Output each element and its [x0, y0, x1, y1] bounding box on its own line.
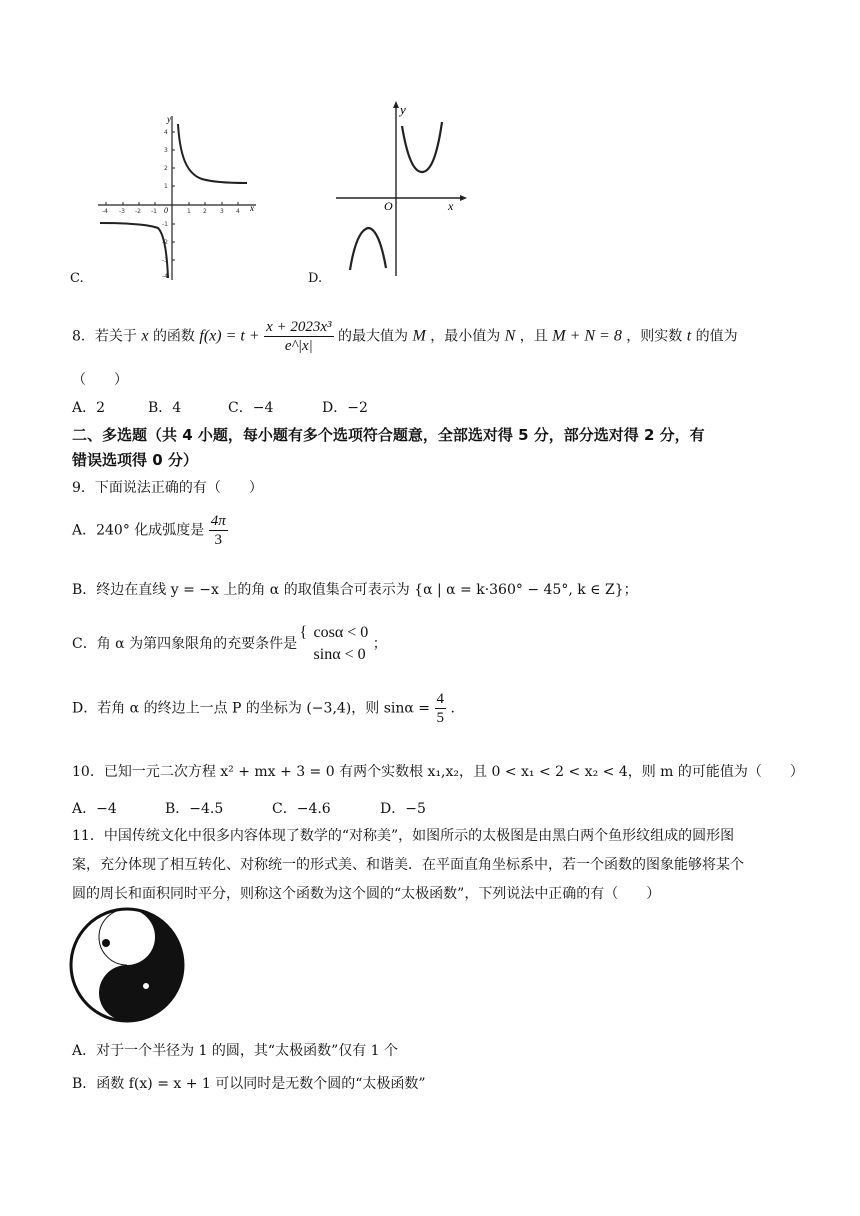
q8-var-m: M — [412, 327, 426, 345]
q9-d-num: 4 — [436, 691, 444, 707]
q9-option-a — [72, 512, 228, 549]
q9-c-end: ； — [372, 636, 387, 652]
graph-c-y-tick: -1 — [162, 221, 168, 228]
graph-c-x-label: x — [250, 203, 254, 213]
q9-d-den: 5 — [436, 710, 444, 726]
q8-text: 的值为 — [695, 328, 738, 345]
option-c-label: C. — [70, 271, 84, 286]
q8-var-x: x — [141, 327, 149, 345]
q11-stem-line3: 圆的周长和面积同时平分，则称这个函数为这个圆的“太极函数”，下列说法中正确的有（ ） — [72, 886, 661, 902]
q10-option-d: D．−5 — [380, 801, 426, 817]
section-heading-cont: 错误选项得 0 分） — [72, 451, 198, 469]
q8-option-d: D．−2 — [322, 400, 368, 416]
q9-c-case: sinα < 0 — [313, 646, 366, 663]
q9-stem: 9．下面说法正确的有（ ） — [72, 480, 263, 496]
graph-d — [330, 100, 470, 280]
q9-c-text: C．角 α 为第四象限角的充要条件是 — [72, 636, 298, 652]
q8-text: 的最大值为 — [337, 328, 408, 345]
q11-stem-line1: 11．中国传统文化中很多内容体现了数学的“对称美”，如图所示的太极图是由黑白两个鱼形纹组成的圆形图 — [72, 828, 735, 844]
q10-stem: 10．已知一元二次方程 x² + mx + 3 = 0 有两个实数根 x₁,x₂，且 0 < x₁ < 2 < x₂ < 4，则 m 的可能值为（ ） — [72, 764, 804, 780]
graph-c-x-tick: 4 — [236, 208, 240, 215]
graph-c-origin: 0 — [164, 206, 168, 215]
q8-function: f(x) = t + — [199, 327, 260, 345]
q11-option-a: A．对于一个半径为 1 的圆，其“太极函数”仅有 1 个 — [72, 1043, 399, 1059]
q8-text: ，则实数 — [626, 328, 683, 345]
q9-a-text: A．240° 化成弧度是 — [72, 522, 205, 539]
graph-c-x-tick: -1 — [151, 208, 157, 215]
q11-stem-line2: 案，充分体现了相互转化、对称统一的形式美、和谐美．在平面直角坐标系中，若一个函数的图象能够将某个 — [72, 857, 744, 873]
q9-d-end: . — [450, 700, 455, 717]
graph-c-x-tick: 3 — [220, 208, 224, 215]
q9-d-fraction — [435, 690, 447, 727]
q10-option-a: A．−4 — [72, 801, 117, 817]
q9-a-num: 4π — [210, 513, 226, 529]
q9-c-system — [299, 622, 369, 666]
q8-fraction — [264, 318, 333, 355]
q10-option-b: B．−4.5 — [165, 801, 224, 817]
graph-c-x-tick: -2 — [135, 208, 141, 215]
q9-option-c — [72, 622, 387, 666]
q8-text: ，最小值为 — [430, 328, 501, 345]
q8-var-n: N — [504, 327, 516, 345]
q8-stem — [72, 318, 738, 355]
graph-c-y-tick: -3 — [162, 257, 168, 264]
q8-paren: （ ） — [72, 372, 128, 388]
q8-option-a: A．2 — [72, 400, 106, 416]
graph-c-y-tick: -2 — [162, 239, 168, 246]
graph-c — [92, 112, 262, 282]
graph-c-y-tick: 4 — [164, 129, 168, 136]
q8-frac-num: x + 2023x³ — [266, 319, 332, 335]
graph-c-y-tick: 2 — [164, 165, 168, 172]
q11-option-b: B．函数 f(x) = x + 1 可以同时是无数个圆的“太极函数” — [72, 1076, 426, 1092]
graph-c-y-tick: 3 — [164, 147, 168, 154]
section-heading: 二、多选题（共 4 小题，每小题有多个选项符合题意，全部选对得 5 分，部分选对得 2 分，有 — [72, 426, 705, 444]
graph-c-x-tick: -3 — [119, 208, 125, 215]
graph-c-x-tick: 1 — [187, 208, 191, 215]
taiji-image — [68, 906, 186, 1024]
q8-option-b: B．4 — [148, 400, 182, 416]
graph-c-x-tick: 2 — [203, 208, 207, 215]
option-d-label: D. — [308, 271, 323, 286]
q8-text: 8．若关于 — [72, 328, 137, 345]
q8-option-c: C．−4 — [228, 400, 274, 416]
q8-frac-den: e^|x| — [284, 338, 313, 354]
graph-d-origin: O — [384, 199, 393, 213]
q9-option-b: B．终边在直线 y = −x 上的角 α 的取值集合可表示为 {α | α = k·360° − 45°, k ∈ Z}； — [72, 582, 638, 598]
q8-text: 的函数 — [152, 328, 195, 345]
q9-c-case: cosα < 0 — [313, 624, 369, 641]
q9-a-den: 3 — [214, 532, 222, 548]
graph-c-x-tick: -4 — [102, 208, 108, 215]
q8-text: ，且 — [519, 328, 548, 345]
q9-d-text: D．若角 α 的终边上一点 P 的坐标为 (−3,4)，则 sinα = — [72, 700, 431, 717]
graph-c-y-tick: 1 — [164, 183, 168, 190]
q9-c-brace: { — [299, 624, 308, 641]
q9-option-d — [72, 690, 455, 727]
q10-option-c: C．−4.6 — [272, 801, 331, 817]
graph-d-y-label: y — [400, 102, 406, 117]
graph-d-x-label: x — [448, 199, 454, 213]
q9-a-fraction — [209, 512, 228, 549]
graph-c-y-label: y — [167, 114, 171, 124]
graph-c-y-tick: -4 — [162, 273, 168, 280]
q8-condition: M + N = 8 — [552, 327, 622, 345]
q8-var-t: t — [686, 327, 692, 345]
